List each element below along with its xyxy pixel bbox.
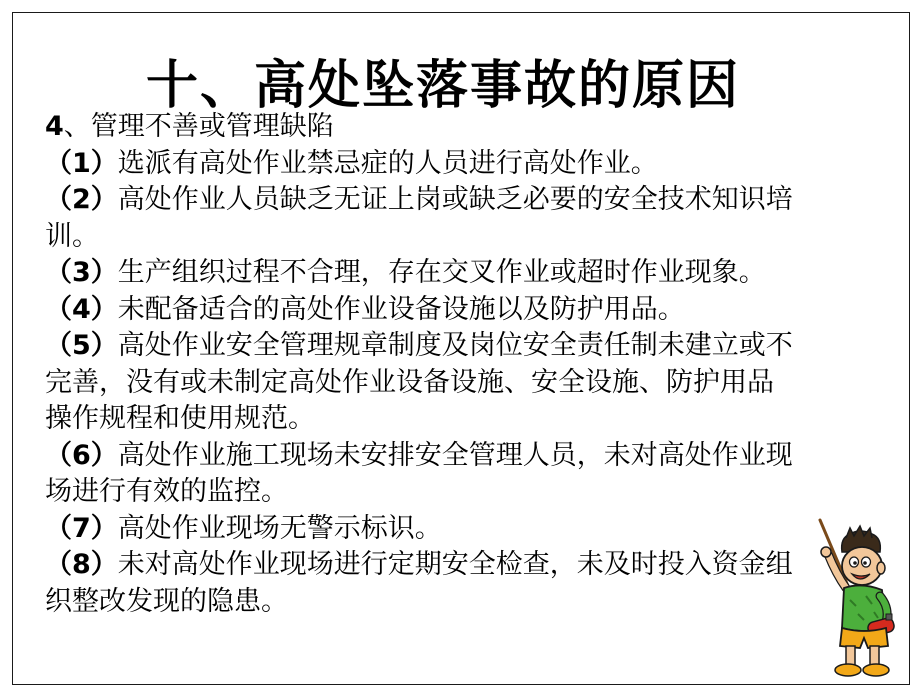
list-item (45, 328, 895, 365)
section-number: 4 (45, 111, 64, 142)
item-number: （1） (45, 147, 118, 179)
item-number: （2） (45, 184, 118, 215)
item-text: 生产组织过程不合理，存在交叉作业或超时作业现象。 (117, 257, 766, 288)
item-text: 未对高处作业现场进行定期安全检查，未及时投入资金组 (117, 549, 793, 580)
item-number: （6） (45, 439, 118, 471)
item-text: 高处作业现场无警示标识。 (117, 512, 442, 544)
item-text: 训。 (45, 220, 99, 252)
slide-border (12, 12, 910, 685)
list-item-continuation (45, 365, 895, 402)
list-item (45, 146, 895, 183)
list-item (45, 547, 895, 584)
list-item-continuation (45, 219, 895, 256)
section-heading (45, 109, 895, 146)
list-item (45, 438, 895, 475)
list-item (45, 511, 895, 548)
item-text: 高处作业施工现场未安排安全管理人员，未对高处作业现 (117, 439, 793, 471)
pointing-boy-illustration (806, 508, 896, 683)
slide-body (45, 109, 895, 620)
item-text: 完善，没有或未制定高处作业设备设施、安全设施、防护用品 (45, 366, 774, 398)
item-text: 选派有高处作业禁忌症的人员进行高处作业。 (117, 147, 658, 179)
item-number: （5） (45, 330, 118, 361)
item-number: （3） (45, 257, 118, 288)
list-item-continuation (45, 401, 895, 438)
slide-title: 十、高处坠落事故的原因 (145, 55, 740, 116)
list-item (45, 182, 895, 219)
list-item (45, 255, 895, 292)
item-number: （8） (45, 549, 118, 580)
item-text: 高处作业安全管理规章制度及岗位安全责任制未建立或不 (117, 330, 793, 361)
item-number: （4） (45, 293, 118, 325)
item-text: 未配备适合的高处作业设备设施以及防护用品。 (117, 293, 685, 325)
item-text: 场进行有效的监控。 (45, 476, 288, 507)
item-text: 操作规程和使用规范。 (45, 403, 315, 434)
item-text: 织整改发现的隐患。 (45, 585, 288, 617)
list-item (45, 292, 895, 329)
list-item-continuation (45, 584, 895, 621)
item-text: 高处作业人员缺乏无证上岗或缺乏必要的安全技术知识培 (117, 184, 793, 215)
section-heading-text: 、管理不善或管理缺陷 (63, 111, 334, 142)
item-number: （7） (45, 512, 118, 544)
list-item-continuation (45, 474, 895, 511)
